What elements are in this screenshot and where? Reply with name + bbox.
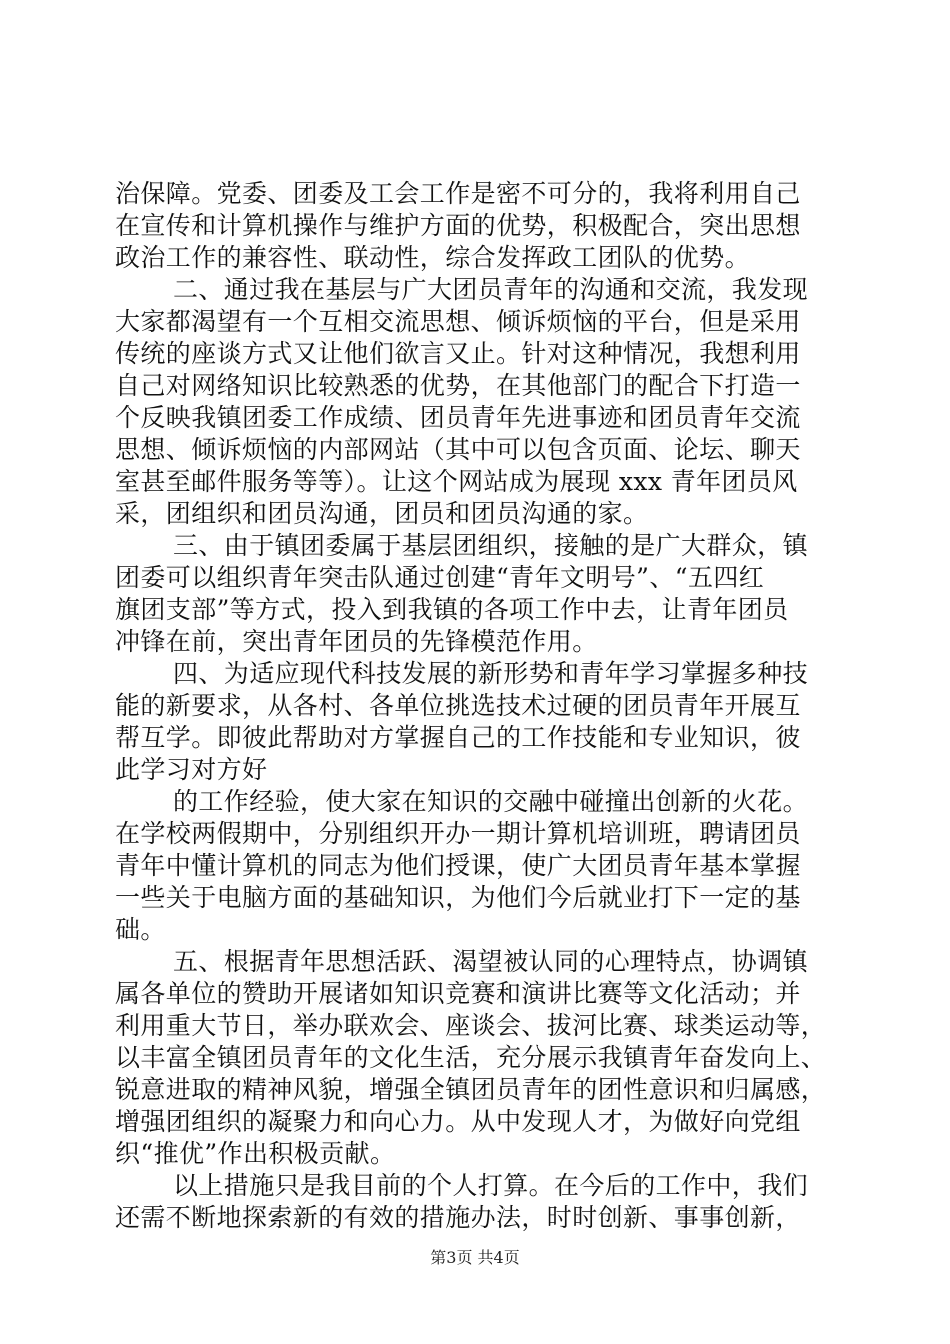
text-line: 增强团组织的凝聚力和向心力。从中发现人才，为做好向党组 bbox=[115, 1107, 801, 1136]
text-line: 在宣传和计算机操作与维护方面的优势，积极配合，突出思想 bbox=[115, 211, 801, 240]
text-line: 室甚至邮件服务等等）。让这个网站成为展现 xxx 青年团员风 bbox=[115, 467, 798, 496]
text-line: 青年中懂计算机的同志为他们授课，使广大团员青年基本掌握 bbox=[115, 851, 801, 880]
text-line: 帮互学。即彼此帮助对方掌握自己的工作技能和专业知识，彼 bbox=[115, 723, 801, 752]
text-line: 一些关于电脑方面的基础知识，为他们今后就业打下一定的基 bbox=[115, 883, 801, 912]
paragraph-first-line: 四、为适应现代科技发展的新形势和青年学习掌握多种技 bbox=[173, 659, 809, 688]
text-line: 个反映我镇团委工作成绩、团员青年先进事迹和团员青年交流 bbox=[115, 403, 801, 432]
text-line: 采，团组织和团员沟通，团员和团员沟通的家。 bbox=[115, 499, 649, 528]
text-line: 旗团支部”等方式，投入到我镇的各项工作中去，让青年团员 bbox=[115, 595, 789, 624]
text-line: 治保障。党委、团委及工会工作是密不可分的，我将利用自己 bbox=[115, 179, 801, 208]
text-line: 础。 bbox=[115, 915, 166, 944]
paragraph-first-line: 三、由于镇团委属于基层团组织，接触的是广大群众，镇 bbox=[173, 531, 809, 560]
page-number-footer: 第3页 共4页 bbox=[430, 1248, 520, 1267]
text-line: 此学习对方好 bbox=[115, 755, 268, 784]
text-line: 属各单位的赞助开展诸如知识竞赛和演讲比赛等文化活动；并 bbox=[115, 979, 801, 1008]
text-line: 锐意进取的精神风貌，增强全镇团员青年的团性意识和归属感， bbox=[115, 1075, 827, 1104]
paragraph-first-line: 的工作经验，使大家在知识的交融中碰撞出创新的火花。 bbox=[173, 787, 809, 816]
text-line: 能的新要求，从各村、各单位挑选技术过硬的团员青年开展互 bbox=[115, 691, 801, 720]
text-line: 冲锋在前，突出青年团员的先锋模范作用。 bbox=[115, 627, 598, 656]
text-line: 在学校两假期中，分别组织开办一期计算机培训班，聘请团员 bbox=[115, 819, 801, 848]
text-line: 利用重大节日，举办联欢会、座谈会、拔河比赛、球类运动等， bbox=[115, 1011, 827, 1040]
text-line: 传统的座谈方式又让他们欲言又止。针对这种情况，我想利用 bbox=[115, 339, 801, 368]
paragraph-first-line: 五、根据青年思想活跃、渴望被认同的心理特点，协调镇 bbox=[173, 947, 809, 976]
text-line: 还需不断地探索新的有效的措施办法，时时创新、事事创新， bbox=[115, 1203, 801, 1232]
paragraph-first-line: 二、通过我在基层与广大团员青年的沟通和交流，我发现 bbox=[173, 275, 809, 304]
text-line: 织“推优”作出积极贡献。 bbox=[115, 1139, 396, 1168]
text-line: 自己对网络知识比较熟悉的优势，在其他部门的配合下打造一 bbox=[115, 371, 801, 400]
text-line: 政治工作的兼容性、联动性，综合发挥政工团队的优势。 bbox=[115, 243, 751, 272]
text-line: 大家都渴望有一个互相交流思想、倾诉烦恼的平台，但是采用 bbox=[115, 307, 801, 336]
text-line: 以丰富全镇团员青年的文化生活，充分展示我镇青年奋发向上、 bbox=[115, 1043, 827, 1072]
text-line: 思想、倾诉烦恼的内部网站（其中可以包含页面、论坛、聊天 bbox=[115, 435, 801, 464]
text-line: 团委可以组织青年突击队通过创建“青年文明号”、“五四红 bbox=[115, 563, 765, 592]
paragraph-first-line: 以上措施只是我目前的个人打算。在今后的工作中，我们 bbox=[173, 1171, 809, 1200]
